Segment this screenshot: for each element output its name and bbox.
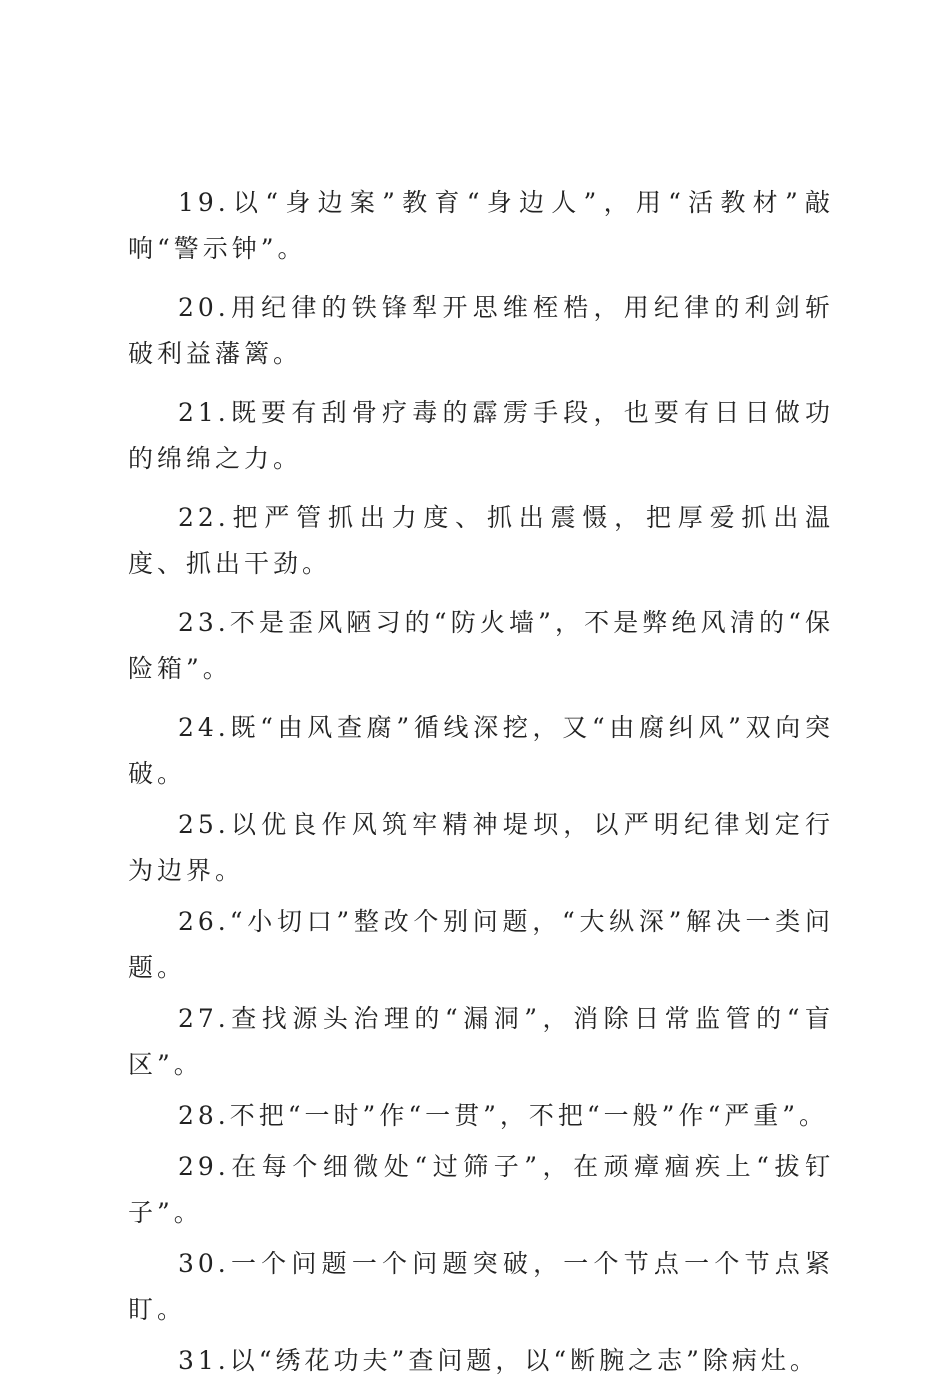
list-item-23: 23.不是歪风陋习的“防火墙”，不是弊绝风清的“保险箱”。 bbox=[128, 608, 834, 683]
list-item-19: 19.以“身边案”教育“身边人”，用“活教材”敲响“警示钟”。 bbox=[128, 188, 834, 263]
list-item-26: 26.“小切口”整改个别问题，“大纵深”解决一类问题。 bbox=[128, 907, 834, 982]
list-item-28: 28.不把“一时”作“一贯”，不把“一般”作“严重”。 bbox=[178, 1101, 829, 1130]
list-item-24: 24.既“由风查腐”循线深挖，又“由腐纠风”双向突破。 bbox=[128, 713, 834, 788]
list-item-27: 27.查找源头治理的“漏洞”，消除日常监管的“盲区”。 bbox=[128, 1004, 834, 1079]
list-item-31: 31.以“绣花功夫”查问题，以“断腕之志”除病灶。 bbox=[178, 1346, 819, 1375]
list-item-29: 29.在每个细微处“过筛子”，在顽瘴痼疾上“拔钉子”。 bbox=[128, 1152, 834, 1227]
list-item-25: 25.以优良作风筑牢精神堤坝，以严明纪律划定行为边界。 bbox=[128, 810, 834, 885]
document-body bbox=[128, 180, 834, 1389]
list-item-30: 30.一个问题一个问题突破，一个节点一个节点紧盯。 bbox=[128, 1249, 834, 1324]
list-item-20: 20.用纪律的铁锋犁开思维桎梏，用纪律的利剑斩破利益藩篱。 bbox=[128, 293, 834, 368]
list-item-22: 22.把严管抓出力度、抓出震慑，把厚爱抓出温度、抓出干劲。 bbox=[128, 503, 834, 578]
list-item-21: 21.既要有刮骨疗毒的霹雳手段，也要有日日做功的绵绵之力。 bbox=[128, 398, 834, 473]
